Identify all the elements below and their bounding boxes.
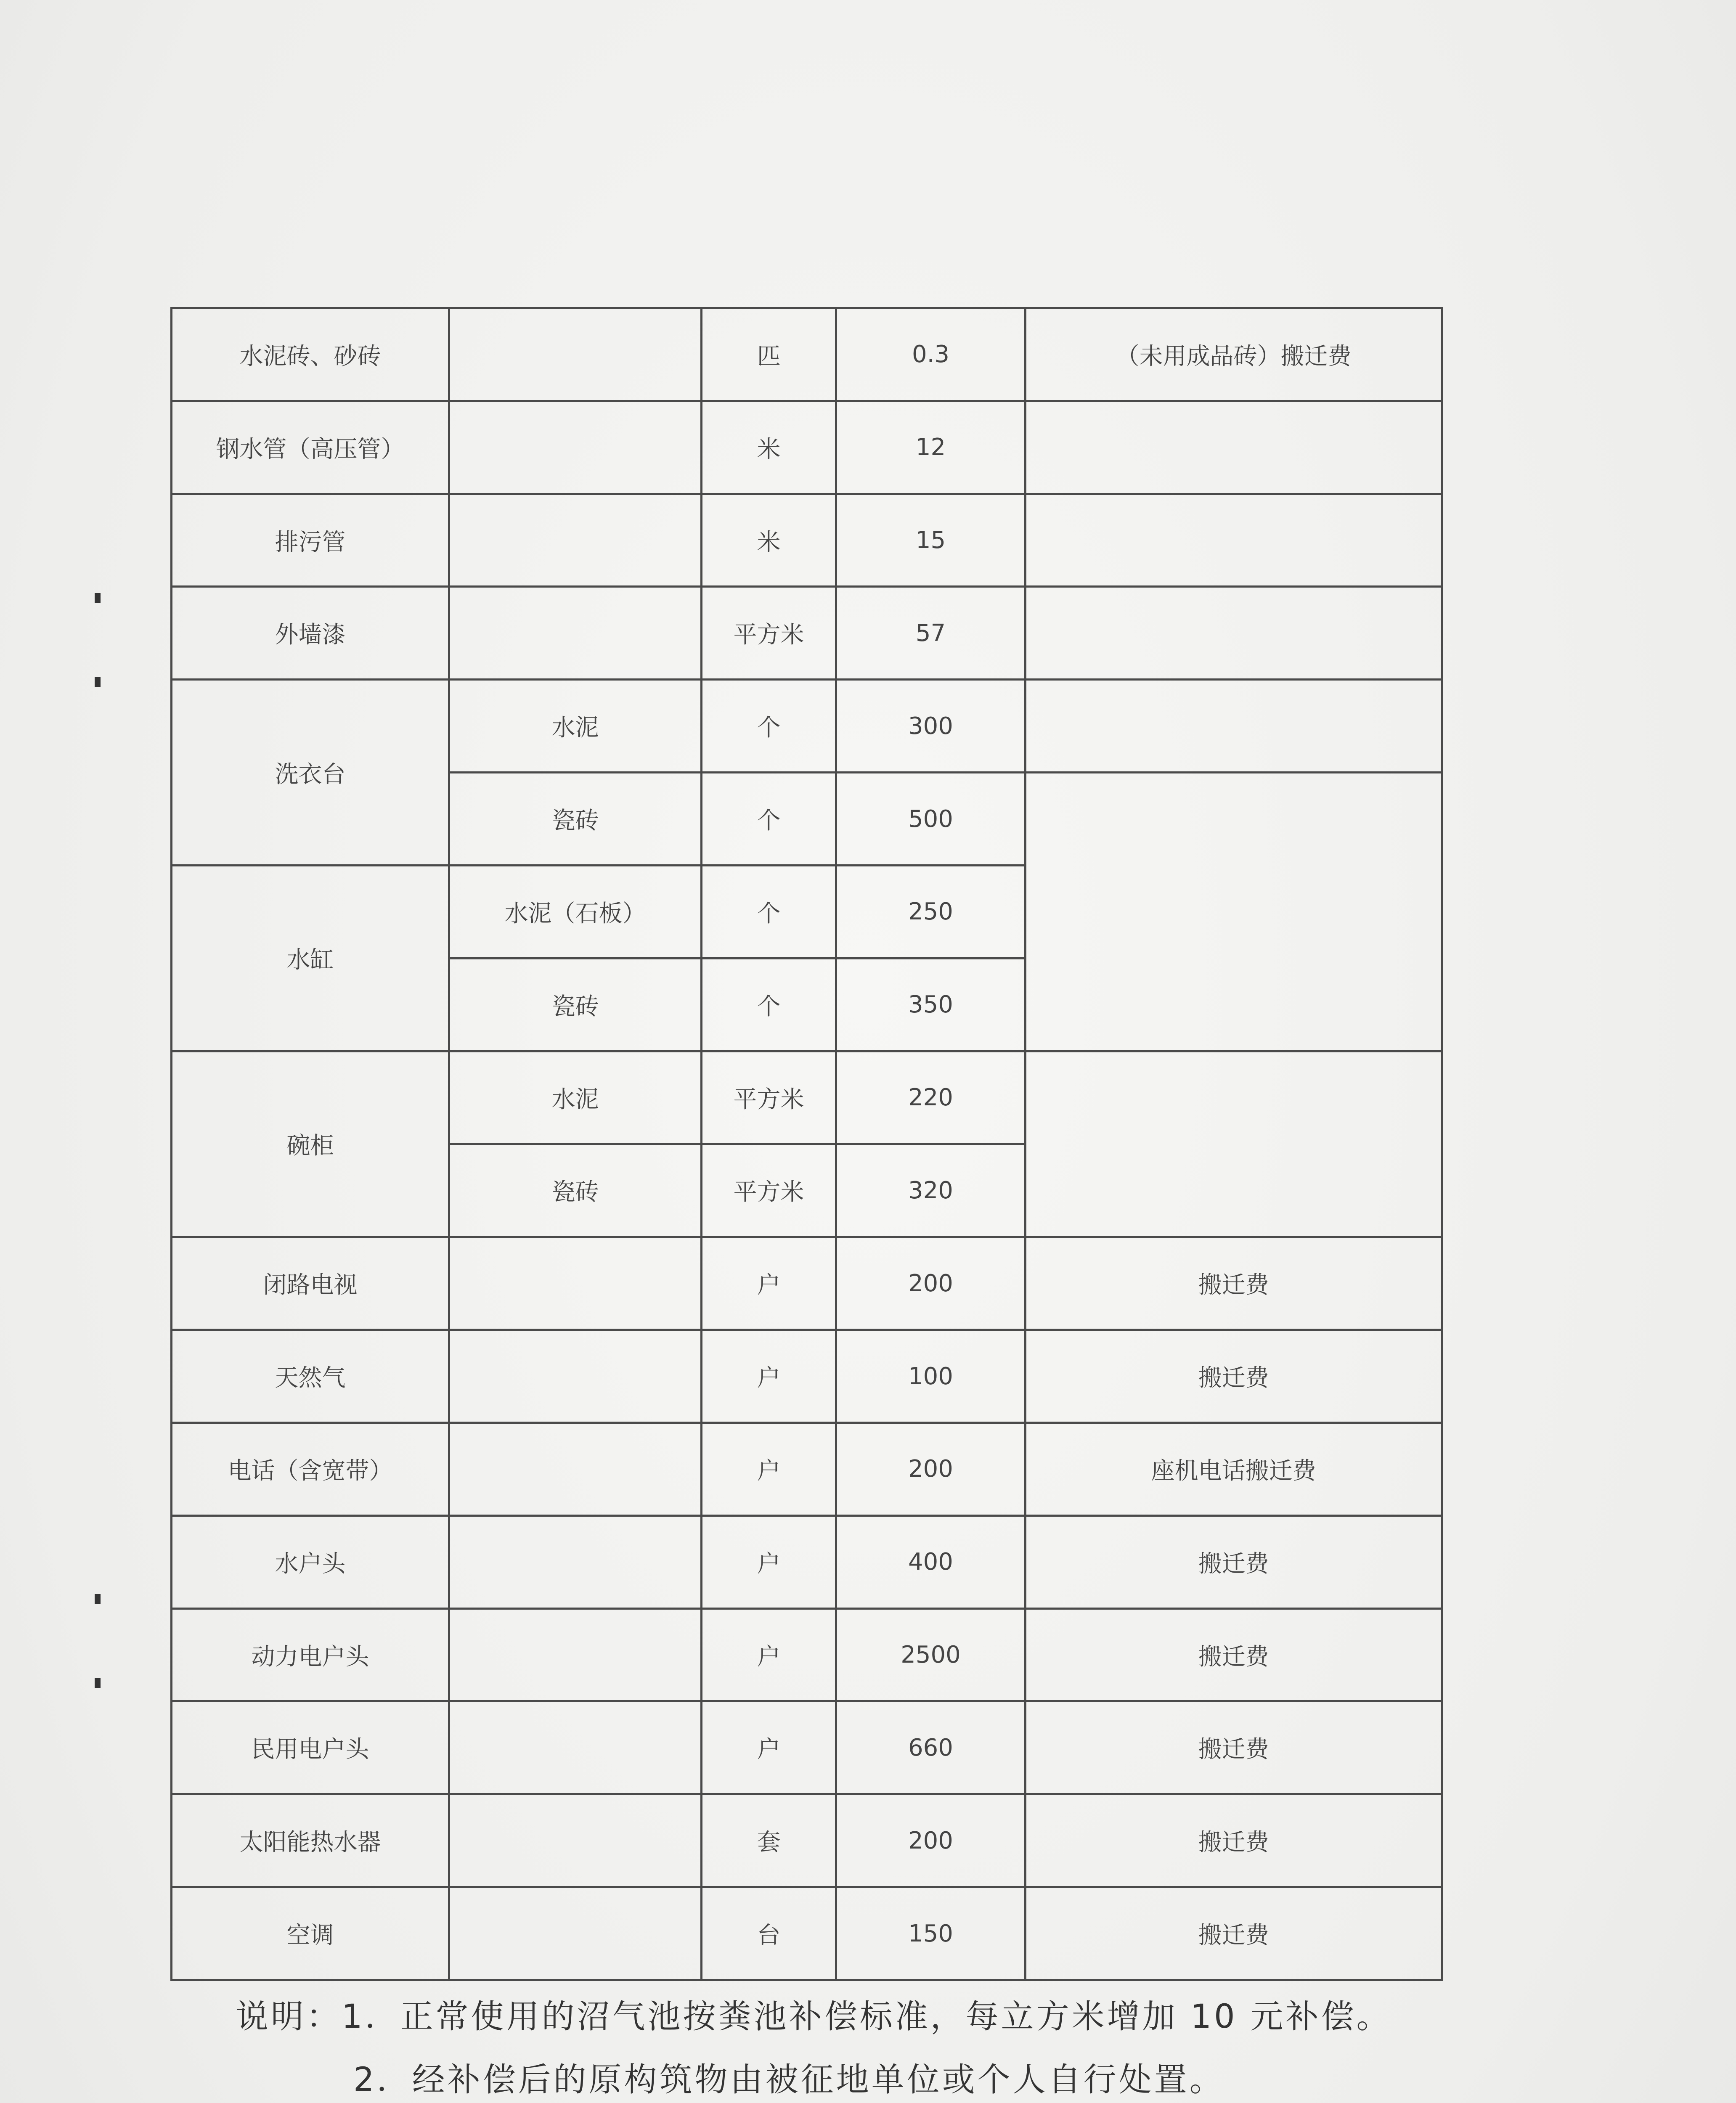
item-note: 搬迁费 [1026,1794,1442,1887]
item-unit: 个 [702,958,836,1051]
item-name: 电话（含宽带） [172,1422,449,1515]
item-note [1026,587,1442,680]
item-note: 搬迁费 [1026,1330,1442,1423]
item-sub [449,1794,702,1887]
item-unit: 个 [702,680,836,773]
item-unit: 户 [702,1330,836,1423]
item-sub [449,1237,702,1330]
item-note [1026,773,1442,1051]
table-row [172,401,1442,494]
item-price: 100 [836,1330,1026,1423]
item-price: 300 [836,680,1026,773]
item-sub: 水泥（石板） [449,865,702,958]
item-note [1026,494,1442,587]
item-sub [449,1422,702,1515]
item-price: 57 [836,587,1026,680]
item-name: 民用电户头 [172,1701,449,1794]
binding-hole-mark [95,677,101,687]
item-sub [449,494,702,587]
explanatory-notes [236,1985,1624,2103]
item-name: 碗柜 [172,1051,449,1237]
item-name: 外墙漆 [172,587,449,680]
item-price: 320 [836,1144,1026,1237]
item-note: （未用成品砖）搬迁费 [1026,308,1442,401]
item-price: 150 [836,1887,1026,1980]
table-row [172,1515,1442,1608]
item-price: 660 [836,1701,1026,1794]
item-unit: 户 [702,1608,836,1701]
item-unit: 个 [702,865,836,958]
table-row [172,1051,1442,1144]
item-price: 220 [836,1051,1026,1144]
note-line: 2．经补偿后的原构筑物由被征地单位或个人自行处置。 [353,2061,1225,2099]
table-row [172,308,1442,401]
item-unit: 平方米 [702,587,836,680]
item-name: 太阳能热水器 [172,1794,449,1887]
item-sub [449,1330,702,1423]
item-name: 动力电户头 [172,1608,449,1701]
item-sub [449,1515,702,1608]
binding-hole-mark [95,1594,101,1604]
item-name: 排污管 [172,494,449,587]
item-price: 200 [836,1422,1026,1515]
item-note [1026,401,1442,494]
table-row [172,587,1442,680]
item-name: 水缸 [172,865,449,1051]
item-name: 闭路电视 [172,1237,449,1330]
item-unit: 个 [702,773,836,866]
item-price: 350 [836,958,1026,1051]
item-note: 座机电话搬迁费 [1026,1422,1442,1515]
item-unit: 户 [702,1515,836,1608]
item-note: 搬迁费 [1026,1608,1442,1701]
item-note [1026,1051,1442,1237]
table-row [172,680,1442,773]
table-row [172,1330,1442,1423]
item-name: 洗衣台 [172,680,449,866]
item-price: 2500 [836,1608,1026,1701]
item-unit: 台 [702,1887,836,1980]
table-row [172,1422,1442,1515]
item-note [1026,680,1442,773]
item-unit: 匹 [702,308,836,401]
item-sub: 瓷砖 [449,773,702,866]
item-unit: 套 [702,1794,836,1887]
item-note: 搬迁费 [1026,1237,1442,1330]
item-name: 空调 [172,1887,449,1980]
item-note: 搬迁费 [1026,1887,1442,1980]
table-row [172,1701,1442,1794]
item-sub: 瓷砖 [449,958,702,1051]
item-price: 12 [836,401,1026,494]
item-unit: 户 [702,1701,836,1794]
item-sub [449,401,702,494]
item-name: 天然气 [172,1330,449,1423]
item-sub [449,1608,702,1701]
item-price: 500 [836,773,1026,866]
item-unit: 米 [702,401,836,494]
item-unit: 户 [702,1237,836,1330]
item-price: 250 [836,865,1026,958]
table-row [172,1794,1442,1887]
table-row [172,1887,1442,1980]
note-line: 说明：1．正常使用的沼气池按粪池补偿标准，每立方米增加 10 元补偿。 [236,1998,1392,2036]
table-row [172,1608,1442,1701]
item-unit: 米 [702,494,836,587]
item-sub [449,308,702,401]
item-unit: 户 [702,1422,836,1515]
binding-hole-mark [95,593,101,603]
item-note: 搬迁费 [1026,1701,1442,1794]
binding-hole-mark [95,1678,101,1688]
item-sub [449,587,702,680]
item-name: 钢水管（高压管） [172,401,449,494]
item-name: 水泥砖、砂砖 [172,308,449,401]
item-price: 200 [836,1237,1026,1330]
item-price: 200 [836,1794,1026,1887]
item-unit: 平方米 [702,1144,836,1237]
item-sub: 水泥 [449,1051,702,1144]
item-sub [449,1701,702,1794]
item-price: 400 [836,1515,1026,1608]
table-row [172,494,1442,587]
item-price: 15 [836,494,1026,587]
item-unit: 平方米 [702,1051,836,1144]
compensation-table [170,307,1443,1981]
item-sub: 水泥 [449,680,702,773]
item-name: 水户头 [172,1515,449,1608]
item-sub [449,1887,702,1980]
item-note: 搬迁费 [1026,1515,1442,1608]
table-row [172,1237,1442,1330]
item-sub: 瓷砖 [449,1144,702,1237]
item-price: 0.3 [836,308,1026,401]
